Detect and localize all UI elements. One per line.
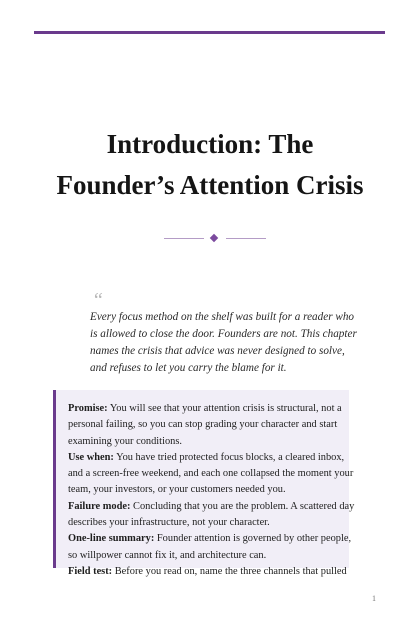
promise-line bbox=[68, 401, 342, 417]
chapter-title bbox=[20, 124, 400, 206]
epigraph-line: is allowed to close the door. Founders are not. This chapter bbox=[90, 328, 357, 340]
epigraph-line: and refuses to let you carry the blame for it. bbox=[90, 362, 287, 374]
page-number: 1 bbox=[372, 594, 376, 603]
summary-text: Founder attention is governed by other people, bbox=[154, 533, 352, 545]
promise-label: Promise: bbox=[68, 403, 108, 414]
ornament-line-left bbox=[164, 238, 204, 239]
field-test-text: Before you read on, name the three channels that pulled bbox=[112, 565, 347, 577]
diamond-icon bbox=[210, 234, 218, 242]
epigraph-line: Every focus method on the shelf was built for a reader who bbox=[90, 311, 355, 323]
failure-mode-label: Failure mode: bbox=[68, 500, 131, 512]
use-when-line: and a screen-free weekend, and each one collapsed the moment your bbox=[68, 468, 354, 480]
summary-line bbox=[68, 531, 352, 547]
ornament-line-right bbox=[226, 238, 266, 239]
promise-line: examining your conditions. bbox=[68, 435, 182, 447]
failure-mode-line: describes your infrastructure, not your character. bbox=[68, 517, 270, 529]
summary-label: One-line summary: bbox=[68, 533, 155, 545]
chapter-callout-box bbox=[53, 390, 355, 577]
section-ornament bbox=[164, 233, 266, 245]
use-when-line: team, your investors, or your customers needed you. bbox=[68, 484, 286, 496]
promise-line: personal failing, so you can stop grading your character and start bbox=[68, 419, 338, 431]
field-test-line bbox=[68, 564, 347, 580]
use-when-text: You have tried protected focus blocks, a cleared inbox, bbox=[113, 451, 345, 463]
failure-mode-text: Concluding that you are the problem. A scattered day bbox=[130, 500, 355, 512]
field-test-label: Field test: bbox=[68, 565, 113, 577]
promise-text: You will see that your attention crisis is structural, not a bbox=[107, 403, 342, 414]
epigraph-line: names the crisis that advice was never designed to solve, bbox=[90, 345, 345, 357]
chapter-title-line-1: Introduction: The bbox=[106, 129, 314, 159]
use-when-line bbox=[68, 450, 345, 466]
chapter-title-line-2: Founder’s Attention Crisis bbox=[56, 170, 364, 200]
use-when-label: Use when: bbox=[68, 451, 114, 463]
epigraph bbox=[90, 309, 360, 377]
quote-icon: “ bbox=[92, 289, 104, 311]
top-rule bbox=[34, 31, 385, 34]
summary-line: so willpower cannot fix it, and architecture can. bbox=[68, 549, 267, 561]
failure-mode-line bbox=[68, 499, 355, 515]
